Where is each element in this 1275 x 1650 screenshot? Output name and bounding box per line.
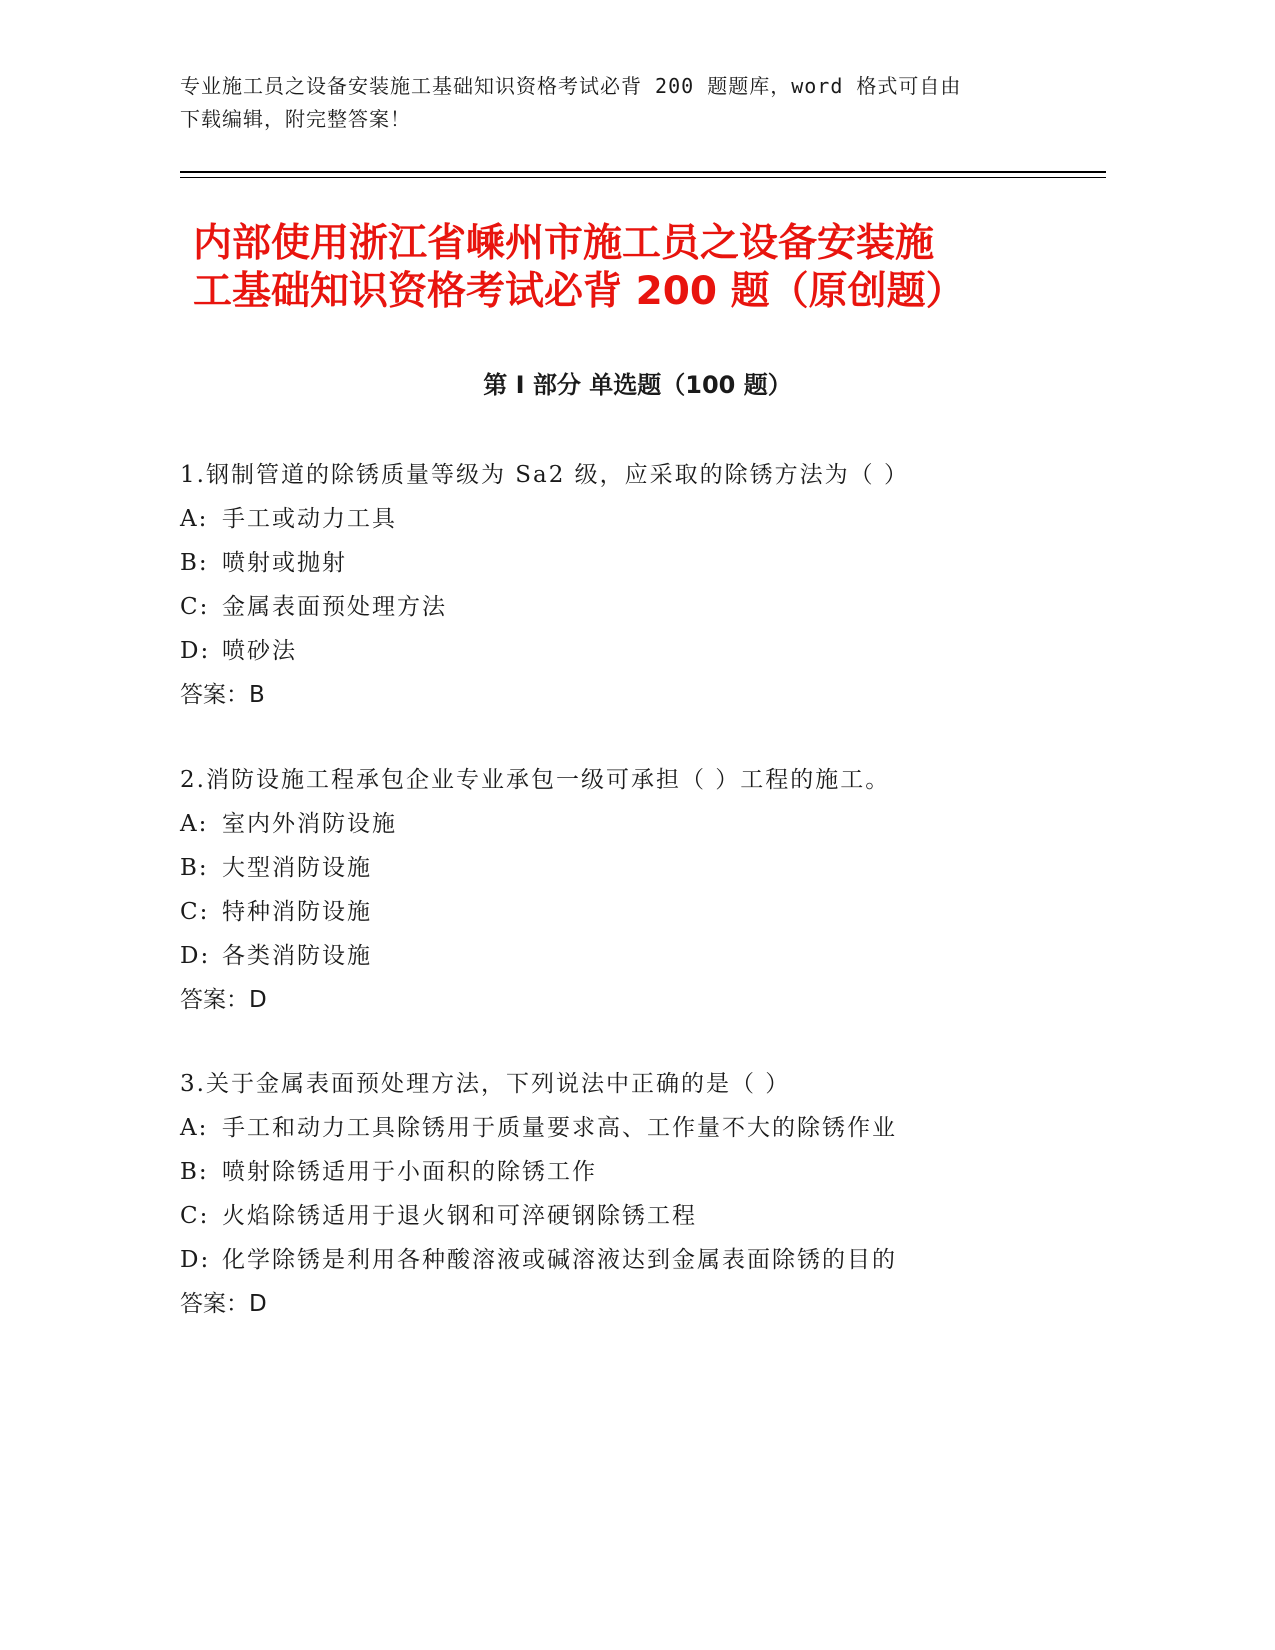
question-stem: 2.消防设施工程承包企业专业承包一级可承担（ ）工程的施工。: [180, 767, 891, 793]
header-note-line2: 下载编辑，附完整答案！: [180, 107, 411, 131]
document-title-line2: 工基础知识资格考试必背 200 题（原创题）: [193, 269, 965, 314]
question-stem: 1.钢制管道的除锈质量等级为 Sa2 级，应采取的除锈方法为（ ）: [180, 462, 909, 488]
option-d: [180, 1238, 1080, 1282]
option-letter: A:: [180, 506, 209, 532]
option-text: 喷射除锈适用于小面积的除锈工作: [222, 1159, 597, 1185]
section-heading: 第 I 部分 单选题（100 题）: [483, 371, 792, 399]
header-rule-thin: [180, 177, 1106, 178]
option-text: 大型消防设施: [222, 855, 372, 881]
option-letter: C:: [180, 594, 210, 620]
option-letter: A:: [180, 1115, 209, 1141]
header-note: [180, 70, 1040, 136]
option-b: [180, 846, 1080, 890]
option-text: 火焰除锈适用于退火钢和可淬硬钢除锈工程: [222, 1203, 697, 1229]
question-3: [180, 1062, 1080, 1326]
option-c: [180, 1194, 1080, 1238]
option-c: [180, 585, 1080, 629]
option-text: 室内外消防设施: [222, 811, 397, 837]
option-a: [180, 802, 1080, 846]
option-letter: A:: [180, 811, 209, 837]
option-letter: C:: [180, 1203, 210, 1229]
option-letter: B:: [180, 855, 209, 881]
option-text: 喷砂法: [222, 638, 297, 664]
question-2: [180, 758, 1080, 1022]
document-title: [193, 220, 1073, 316]
option-text: 手工或动力工具: [222, 506, 397, 532]
option-letter: B:: [180, 550, 209, 576]
option-letter: C:: [180, 899, 210, 925]
option-a: [180, 497, 1080, 541]
option-a: [180, 1106, 1080, 1150]
option-letter: D:: [180, 638, 211, 664]
option-c: [180, 890, 1080, 934]
option-text: 特种消防设施: [222, 899, 372, 925]
option-d: [180, 934, 1080, 978]
option-text: 各类消防设施: [222, 943, 372, 969]
option-letter: D:: [180, 1247, 211, 1273]
question-stem: 3.关于金属表面预处理方法，下列说法中正确的是（ ）: [180, 1071, 791, 1097]
option-d: [180, 629, 1080, 673]
header-rule-thick: [180, 171, 1106, 173]
document-title-line1: 内部使用浙江省嵊州市施工员之设备安装施: [193, 221, 935, 266]
option-text: 喷射或抛射: [222, 550, 347, 576]
option-b: [180, 541, 1080, 585]
header-note-line1: 专业施工员之设备安装施工基础知识资格考试必背 200 题题库，word 格式可自由: [180, 74, 962, 98]
answer: 答案：D: [180, 1291, 267, 1317]
question-1: [180, 453, 1080, 717]
answer: 答案：D: [180, 987, 267, 1013]
option-text: 手工和动力工具除锈用于质量要求高、工作量不大的除锈作业: [222, 1115, 897, 1141]
answer: 答案：B: [180, 682, 265, 708]
option-text: 金属表面预处理方法: [222, 594, 447, 620]
option-text: 化学除锈是利用各种酸溶液或碱溶液达到金属表面除锈的目的: [222, 1247, 897, 1273]
option-b: [180, 1150, 1080, 1194]
option-letter: D:: [180, 943, 211, 969]
option-letter: B:: [180, 1159, 209, 1185]
